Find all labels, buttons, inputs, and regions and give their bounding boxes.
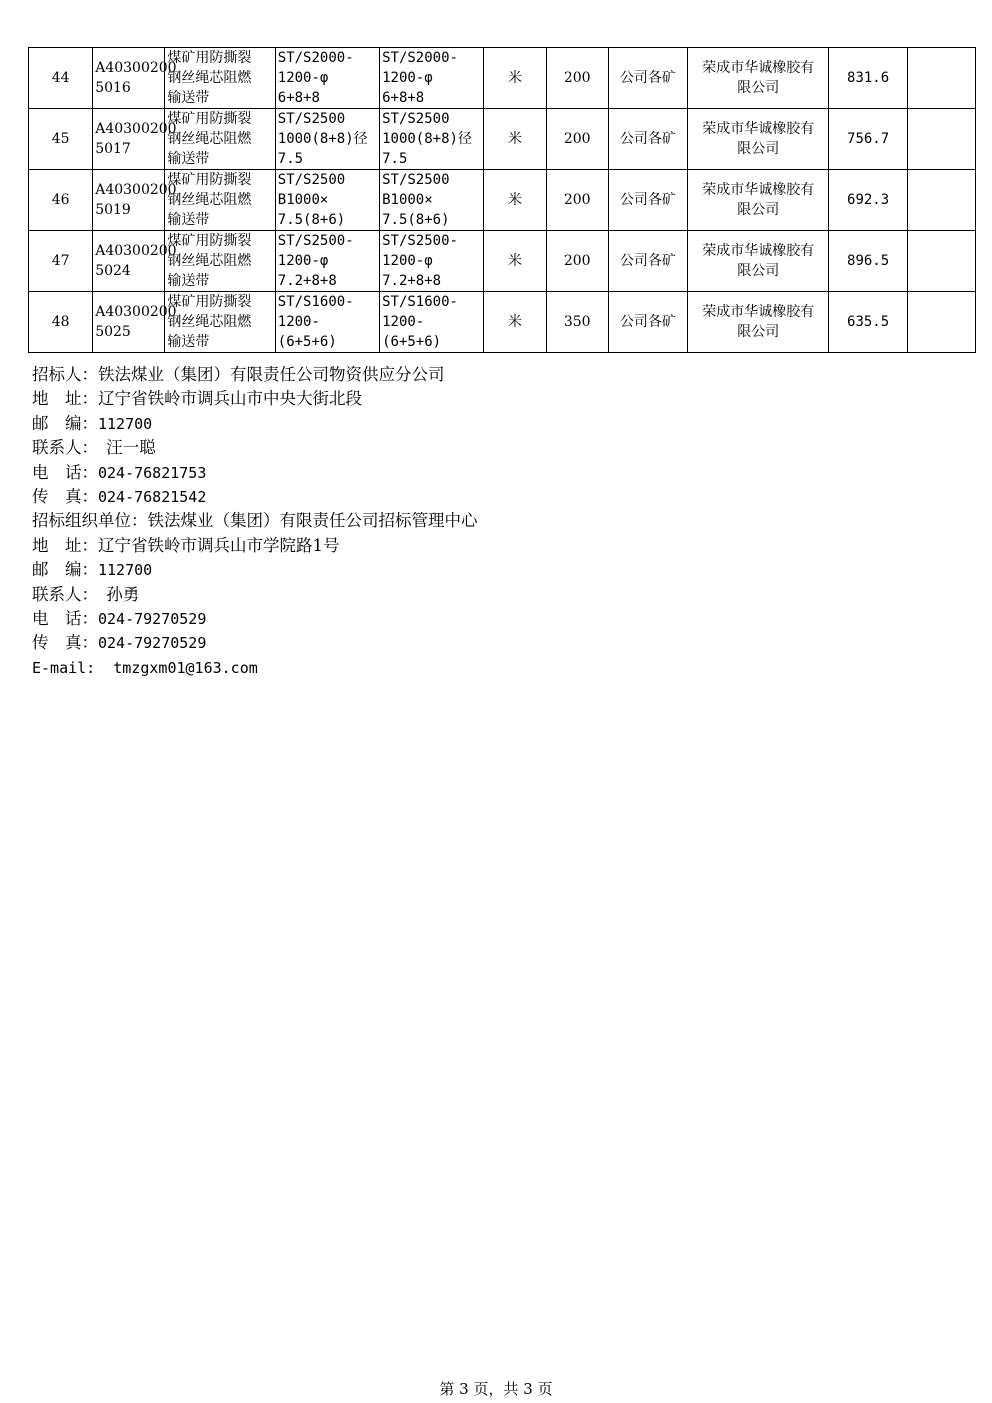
delivery-location bbox=[608, 292, 687, 353]
unit-price bbox=[829, 48, 907, 109]
cell-name-1: 煤矿用防撕裂 bbox=[167, 50, 252, 66]
cell-code-1: A40300200 bbox=[95, 60, 177, 76]
row-number bbox=[29, 231, 93, 292]
material-name bbox=[165, 48, 275, 109]
cell-name-1: 煤矿用防撕裂 bbox=[167, 111, 252, 127]
cell-supplier-2: 限公司 bbox=[737, 324, 780, 340]
material-code bbox=[93, 48, 177, 109]
model bbox=[380, 231, 484, 292]
material-code bbox=[93, 109, 177, 170]
tenderer-name: 招标人：铁法煤业（集团）有限责任公司物资供应分公司 bbox=[32, 365, 445, 384]
cell-name-3: 输送带 bbox=[167, 151, 210, 167]
cell-qty: 350 bbox=[563, 314, 591, 330]
cell-price: 756.7 bbox=[847, 131, 890, 147]
cell-model-3: 7.5 bbox=[382, 151, 408, 167]
cell-spec-2: 1200-φ bbox=[277, 253, 329, 269]
cell-name-2: 钢丝绳芯阻燃 bbox=[167, 131, 252, 147]
tenderer-postcode-line bbox=[32, 412, 478, 436]
unit bbox=[484, 109, 546, 170]
tenderer-fax-line bbox=[32, 485, 478, 509]
cell-model-1: ST/S2500 bbox=[382, 111, 450, 127]
specification bbox=[275, 109, 379, 170]
cell-code-1: A40300200 bbox=[95, 304, 177, 320]
cell-spec-3: 7.2+8+8 bbox=[277, 273, 337, 289]
quantity bbox=[546, 231, 608, 292]
cell-qty: 200 bbox=[563, 192, 591, 208]
material-code bbox=[93, 231, 177, 292]
cell-model-3: (6+5+6) bbox=[382, 334, 442, 350]
unit-price bbox=[829, 231, 907, 292]
cell-name-3: 输送带 bbox=[167, 334, 210, 350]
specification bbox=[275, 231, 379, 292]
model bbox=[380, 170, 484, 231]
cell-location: 公司各矿 bbox=[619, 192, 676, 208]
quantity bbox=[546, 109, 608, 170]
quantity bbox=[546, 170, 608, 231]
cell-unit: 米 bbox=[508, 131, 523, 147]
cell-name-3: 输送带 bbox=[167, 273, 210, 289]
delivery-location bbox=[608, 231, 687, 292]
cell-spec-1: ST/S1600- bbox=[277, 294, 354, 310]
cell-model-2: 1200-φ bbox=[382, 253, 433, 269]
cell-supplier-1: 荣成市华诚橡胶有 bbox=[702, 182, 815, 198]
cell-model-2: B1000× bbox=[382, 192, 433, 208]
delivery-location bbox=[608, 109, 687, 170]
contact-info bbox=[32, 363, 478, 680]
model bbox=[380, 109, 484, 170]
delivery-location bbox=[608, 48, 687, 109]
cell-location: 公司各矿 bbox=[619, 253, 676, 269]
bid-table bbox=[28, 47, 976, 353]
unit bbox=[484, 48, 546, 109]
supplier bbox=[688, 170, 829, 231]
remark bbox=[907, 109, 975, 170]
table-body bbox=[29, 48, 976, 353]
cell-supplier-2: 限公司 bbox=[737, 263, 780, 279]
remark bbox=[907, 292, 975, 353]
cell-name-1: 煤矿用防撕裂 bbox=[167, 172, 252, 188]
email-label: E-mail: bbox=[32, 658, 96, 677]
delivery-location bbox=[608, 170, 687, 231]
cell-spec-3: (6+5+6) bbox=[277, 334, 337, 350]
cell-spec-2: 1200-φ bbox=[277, 70, 329, 86]
cell-code-1: A40300200 bbox=[95, 121, 177, 137]
quantity bbox=[546, 48, 608, 109]
cell-location: 公司各矿 bbox=[619, 131, 676, 147]
cell-supplier-2: 限公司 bbox=[737, 141, 780, 157]
page-footer: 第 3 页，共 3 页 bbox=[439, 1380, 553, 1398]
cell-price: 692.3 bbox=[847, 192, 890, 208]
cell-model-1: ST/S2500 bbox=[382, 172, 450, 188]
model bbox=[380, 48, 484, 109]
tenderer-phone-line bbox=[32, 461, 478, 485]
cell-name-2: 钢丝绳芯阻燃 bbox=[167, 70, 252, 86]
table-row bbox=[29, 109, 976, 170]
cell-spec-3: 6+8+8 bbox=[277, 90, 320, 106]
cell-spec-1: ST/S2000- bbox=[277, 50, 354, 66]
agency-name: 招标组织单位：铁法煤业（集团）有限责任公司招标管理中心 bbox=[32, 511, 478, 531]
unit-price bbox=[829, 292, 907, 353]
table-row bbox=[29, 48, 976, 109]
agency-contact: 联系人： 孙勇 bbox=[32, 584, 140, 604]
cell-supplier-1: 荣成市华诚橡胶有 bbox=[702, 304, 815, 320]
cell-name-1: 煤矿用防撕裂 bbox=[167, 233, 252, 249]
cell-qty: 200 bbox=[563, 131, 591, 147]
cell-code-2: 5016 bbox=[95, 80, 131, 96]
cell-model-3: 6+8+8 bbox=[382, 90, 425, 106]
agency-postcode-label: 邮 编： bbox=[32, 560, 98, 580]
cell-model-2: 1200- bbox=[382, 314, 425, 330]
cell-spec-1: ST/S2500- bbox=[277, 233, 354, 249]
cell-no: 47 bbox=[51, 253, 70, 269]
cell-unit: 米 bbox=[508, 253, 523, 269]
supplier bbox=[688, 292, 829, 353]
row-number bbox=[29, 170, 93, 231]
cell-model-3: 7.2+8+8 bbox=[382, 273, 442, 289]
cell-unit: 米 bbox=[508, 192, 523, 208]
cell-supplier-1: 荣成市华诚橡胶有 bbox=[702, 121, 815, 137]
cell-model-2: 1200-φ bbox=[382, 70, 433, 86]
row-number bbox=[29, 109, 93, 170]
tenderer-fax-label: 传 真： bbox=[32, 487, 98, 507]
agency-phone: 024-79270529 bbox=[98, 610, 207, 629]
tenderer-contact: 联系人： 汪一聪 bbox=[32, 438, 156, 458]
agency-fax-line bbox=[32, 631, 478, 655]
material-name bbox=[165, 170, 275, 231]
cell-price: 635.5 bbox=[847, 314, 890, 330]
cell-price: 831.6 bbox=[847, 70, 890, 86]
specification bbox=[275, 48, 379, 109]
cell-name-3: 输送带 bbox=[167, 90, 210, 106]
table-row bbox=[29, 292, 976, 353]
agency-postcode: 112700 bbox=[98, 561, 153, 580]
cell-model-3: 7.5(8+6) bbox=[382, 212, 450, 228]
remark bbox=[907, 48, 975, 109]
unit bbox=[484, 231, 546, 292]
tenderer-phone: 024-76821753 bbox=[98, 463, 207, 482]
agency-postcode-line bbox=[32, 558, 478, 582]
cell-unit: 米 bbox=[508, 70, 523, 86]
cell-location: 公司各矿 bbox=[619, 314, 676, 330]
supplier bbox=[688, 231, 829, 292]
remark bbox=[907, 231, 975, 292]
cell-no: 44 bbox=[51, 70, 70, 86]
cell-qty: 200 bbox=[563, 70, 591, 86]
cell-spec-2: 1200- bbox=[277, 314, 320, 330]
cell-supplier-2: 限公司 bbox=[737, 202, 780, 218]
cell-code-2: 5024 bbox=[95, 263, 131, 279]
supplier bbox=[688, 109, 829, 170]
tenderer-postcode-label: 邮 编： bbox=[32, 413, 98, 433]
table-row bbox=[29, 170, 976, 231]
cell-unit: 米 bbox=[508, 314, 523, 330]
cell-code-1: A40300200 bbox=[95, 182, 177, 198]
cell-model-2: 1000(8+8)径 bbox=[382, 131, 472, 147]
unit-price bbox=[829, 109, 907, 170]
cell-location: 公司各矿 bbox=[619, 70, 676, 86]
cell-supplier-1: 荣成市华诚橡胶有 bbox=[702, 243, 815, 259]
cell-supplier-2: 限公司 bbox=[737, 80, 780, 96]
agency-address: 地 址：辽宁省铁岭市调兵山市学院路1号 bbox=[32, 535, 340, 555]
unit bbox=[484, 170, 546, 231]
cell-model-1: ST/S2000- bbox=[382, 50, 458, 66]
agency-phone-line bbox=[32, 607, 478, 631]
table-row bbox=[29, 231, 976, 292]
agency-fax-label: 传 真： bbox=[32, 633, 98, 653]
cell-spec-1: ST/S2500 bbox=[277, 172, 346, 188]
unit bbox=[484, 292, 546, 353]
cell-spec-3: 7.5 bbox=[277, 151, 304, 167]
cell-code-2: 5025 bbox=[95, 324, 131, 340]
cell-no: 46 bbox=[51, 192, 70, 208]
cell-code-1: A40300200 bbox=[95, 243, 177, 259]
quantity bbox=[546, 292, 608, 353]
cell-name-3: 输送带 bbox=[167, 212, 210, 228]
unit-price bbox=[829, 170, 907, 231]
cell-code-2: 5017 bbox=[95, 141, 131, 157]
cell-no: 48 bbox=[51, 314, 70, 330]
supplier bbox=[688, 48, 829, 109]
cell-model-1: ST/S2500- bbox=[382, 233, 458, 249]
specification bbox=[275, 170, 379, 231]
cell-name-1: 煤矿用防撕裂 bbox=[167, 294, 252, 310]
tenderer-phone-label: 电 话： bbox=[32, 462, 98, 482]
specification bbox=[275, 292, 379, 353]
cell-code-2: 5019 bbox=[95, 202, 131, 218]
agency-phone-label: 电 话： bbox=[32, 609, 98, 629]
material-code bbox=[93, 170, 177, 231]
cell-supplier-1: 荣成市华诚橡胶有 bbox=[702, 60, 815, 76]
cell-price: 896.5 bbox=[847, 253, 890, 269]
material-name bbox=[165, 231, 275, 292]
row-number bbox=[29, 48, 93, 109]
material-name bbox=[165, 292, 275, 353]
cell-no: 45 bbox=[51, 131, 70, 147]
cell-spec-2: 1000(8+8)径 bbox=[277, 131, 368, 147]
tenderer-fax: 024-76821542 bbox=[98, 488, 207, 507]
tenderer-postcode: 112700 bbox=[98, 414, 153, 433]
cell-model-1: ST/S1600- bbox=[382, 294, 458, 310]
agency-fax: 024-79270529 bbox=[98, 634, 207, 653]
email-line bbox=[32, 656, 478, 680]
cell-qty: 200 bbox=[563, 253, 591, 269]
material-name bbox=[165, 109, 275, 170]
model bbox=[380, 292, 484, 353]
cell-name-2: 钢丝绳芯阻燃 bbox=[167, 253, 252, 269]
cell-spec-3: 7.5(8+6) bbox=[277, 212, 346, 228]
cell-name-2: 钢丝绳芯阻燃 bbox=[167, 314, 252, 330]
cell-name-2: 钢丝绳芯阻燃 bbox=[167, 192, 252, 208]
email-address[interactable]: tmzgxm01@163.com bbox=[113, 658, 258, 677]
row-number bbox=[29, 292, 93, 353]
cell-spec-2: B1000× bbox=[277, 192, 329, 208]
material-code bbox=[93, 292, 177, 353]
remark bbox=[907, 170, 975, 231]
cell-spec-1: ST/S2500 bbox=[277, 111, 346, 127]
tenderer-address: 地 址：辽宁省铁岭市调兵山市中央大街北段 bbox=[32, 389, 362, 409]
